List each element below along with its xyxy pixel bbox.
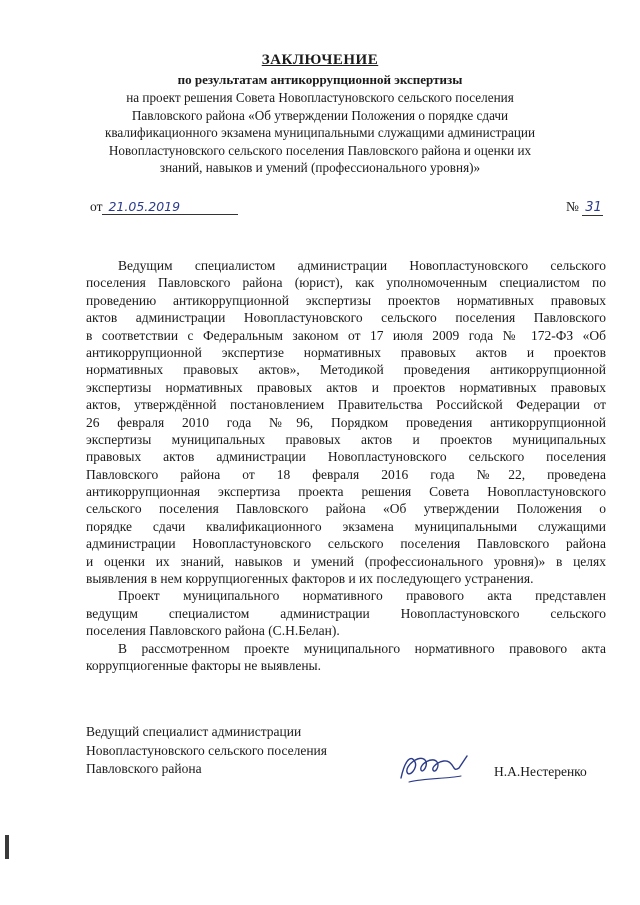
position-line: Ведущий специалист администрации <box>86 724 302 739</box>
signatory-name: Н.А.Нестеренко <box>494 764 587 779</box>
position-line: Павловского района <box>86 761 202 777</box>
body-line: актов администрации Новопластуновского сельского поселения Павловского <box>86 310 606 326</box>
body-line: сельского поселения Павловского района «Об утверждении Положения о <box>86 501 606 517</box>
body-line: администрации Новопластуновского сельского поселения Павловского района <box>86 536 606 552</box>
body-line: в соответствии с Федеральным законом от 17 июля 2009 года № 172-ФЗ «Об <box>86 327 606 343</box>
body-line: антикоррупционной экспертизе нормативных правовых актов и проектов <box>86 344 606 360</box>
body-line: и оценки их знаний, навыков и умений (профессионального уровня)» в целях <box>86 553 606 569</box>
body-line: порядке сдачи квалификационного экзамена муниципальными служащими <box>86 518 606 534</box>
position-line: Новопластуновского сельского поселения <box>86 742 327 758</box>
signatory-position <box>86 723 327 779</box>
body-line: Павловского района от 18 февраля 2016 года №22, проведена <box>86 466 606 482</box>
body-line: коррупциогенные факторы не выявлены. <box>86 657 321 673</box>
handwritten-signature <box>395 748 475 788</box>
document-heading <box>60 89 580 177</box>
heading-line: Павловского района «Об утверждении Положения о порядке сдачи <box>131 107 509 123</box>
heading-line: квалификационного экзамена муниципальными служащими администрации <box>104 125 536 140</box>
scan-margin-mark <box>5 835 9 859</box>
number-prefix: № <box>566 199 579 214</box>
number-value: 31 <box>582 200 603 216</box>
body-line: Ведущим специалистом администрации Новопластуновского сельского <box>118 258 606 273</box>
date-value: 21.05.2019 <box>102 200 238 215</box>
heading-line: Новопластуновского сельского поселения Павловского района и оценки их <box>108 142 532 158</box>
body-line: проведению антикоррупционной экспертизы проектов нормативных правовых <box>86 292 606 308</box>
body-line: антикоррупционная экспертиза проекта решения Совета Новопластуновского <box>86 484 606 500</box>
body-line: правовых актов администрации Новопластуновского сельского поселения <box>86 449 606 465</box>
body-line: ведущим специалистом администрации Новопластуновского сельского <box>86 605 606 621</box>
body-line: выявления в нем коррупциогенных факторов и их последующего устранения. <box>86 571 534 587</box>
body-line: В рассмотренном проекте муниципального нормативного правового акта <box>118 640 606 656</box>
body-line: поселения Павловского района (С.Н.Белан). <box>86 623 340 639</box>
document-subtitle: по результатам антикоррупционной экспертизы <box>177 72 463 87</box>
body-line: поселения Павловского района (юрист), как уполномоченным специалистом по <box>86 275 606 291</box>
document-title: ЗАКЛЮЧЕНИЕ <box>261 52 379 68</box>
number-field <box>566 199 603 216</box>
document-body <box>86 257 606 674</box>
heading-line: знаний, навыков и умений (профессионального уровня)» <box>159 160 481 175</box>
date-prefix: от <box>90 199 103 214</box>
heading-line: на проект решения Совета Новопластуновского сельского поселения <box>126 90 514 105</box>
body-line: экспертизы нормативных правовых актов и проектов нормативных правовых <box>86 379 606 395</box>
body-line: актов, утверждённой постановлением Правительства Российской Федерации от <box>86 397 606 413</box>
body-line: экспертизы муниципальных правовых актов и проектов муниципальных <box>86 431 606 447</box>
date-field <box>90 199 238 215</box>
body-line: 26 февраля 2010 года №96, Порядком проведения антикоррупционной <box>86 414 606 430</box>
body-line: нормативных правовых актов», Методикой проведения антикоррупционной <box>86 362 606 378</box>
body-line: Проект муниципального нормативного правового акта представлен <box>118 588 606 604</box>
